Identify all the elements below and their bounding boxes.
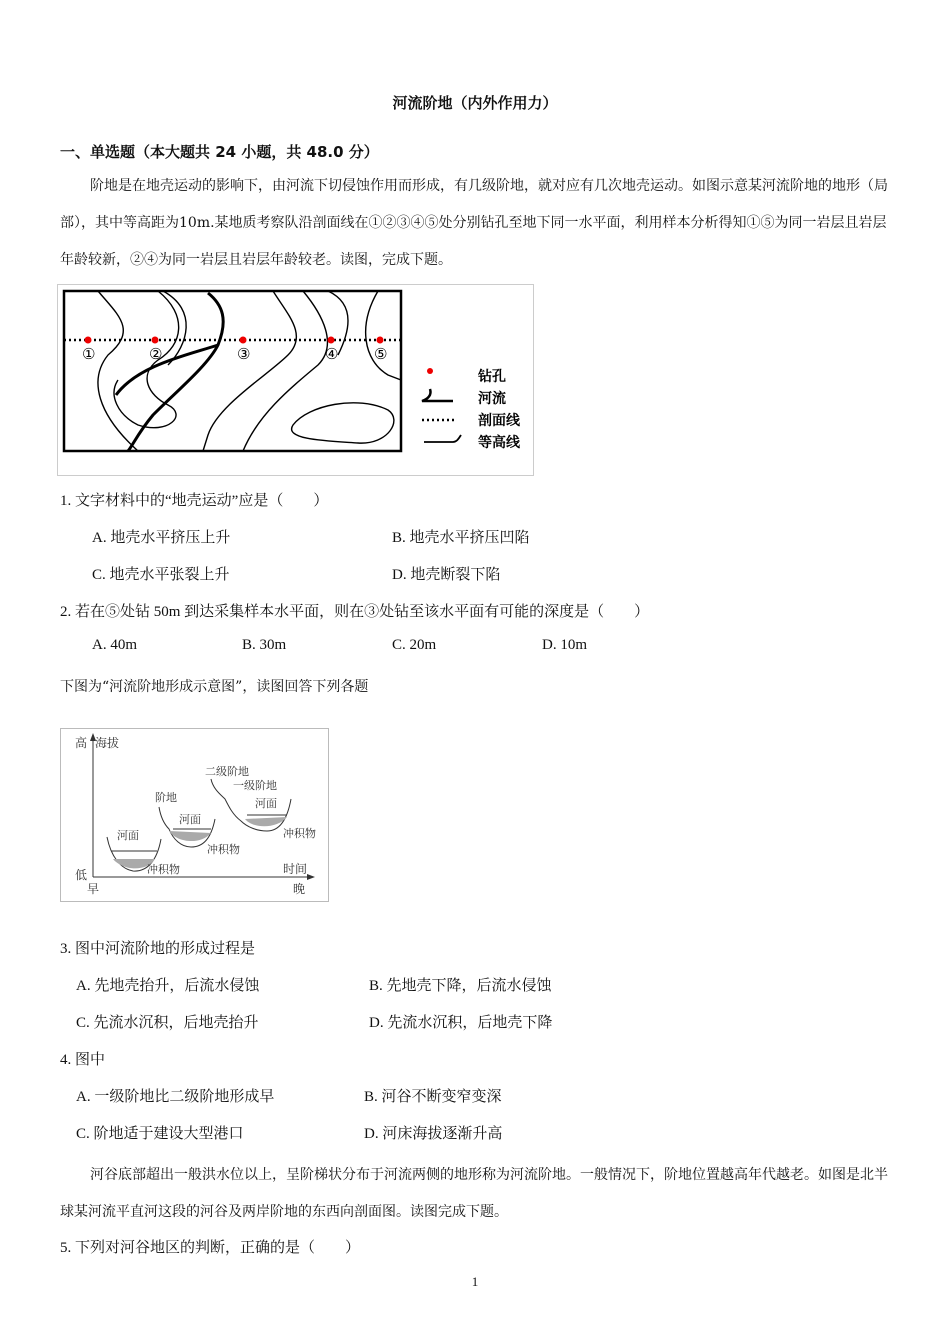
q4-option-b[interactable]: B. 河谷不断变窄变深 [364, 1089, 502, 1105]
contour-line [292, 403, 394, 443]
contour-map-figure [57, 284, 534, 476]
legend-drill-label: 钻孔 [478, 369, 506, 385]
drill-point [85, 337, 92, 344]
point-label-2: ② [149, 345, 163, 363]
q2-stem: 2. 若在⑤处钻 50m 到达采集样本水平面，则在③处钻至该水平面有可能的深度是（ ） [60, 604, 650, 620]
page-number: 1 [471, 1274, 479, 1289]
q1-option-a[interactable]: A. 地壳水平挤压上升 [92, 530, 231, 546]
section-heading: 一、单选题（本大题共 24 小题，共 48.0 分） [60, 143, 379, 161]
map-frame [64, 291, 401, 451]
legend-contour-symbol [424, 435, 461, 442]
q3-option-d[interactable]: D. 先流水沉积，后地壳下降 [369, 1015, 553, 1031]
drill-point [240, 337, 247, 344]
legend-contour-label: 等高线 [478, 435, 520, 451]
q5-stem: 5. 下列对河谷地区的判断，正确的是（ ） [60, 1240, 361, 1256]
page-title: 河流阶地（内外作用力） [392, 94, 558, 112]
valley-1-river-label: 河面 [117, 829, 139, 842]
valley-2-terrace-label: 阶地 [155, 791, 177, 804]
q1-option-b[interactable]: B. 地壳水平挤压凹陷 [392, 530, 530, 546]
q1-stem: 1. 文字材料中的“地壳运动”应是（ ） [60, 493, 329, 509]
legend-river-label: 河流 [478, 391, 506, 407]
first-terrace-label: 一级阶地 [233, 779, 277, 792]
x-early-label: 早 [87, 882, 100, 896]
legend-drill-symbol [427, 368, 433, 374]
q4-option-a[interactable]: A. 一级阶地比二级阶地形成早 [76, 1089, 275, 1105]
x-axis-label: 时间 [283, 862, 308, 876]
valley-1-sediment-label: 冲积物 [147, 863, 180, 876]
q2-option-d[interactable]: D. 10m [542, 637, 587, 653]
contour-line [98, 291, 138, 451]
legend-profile-label: 剖面线 [478, 413, 520, 429]
point-label-4: ④ [325, 345, 339, 363]
q2-option-b[interactable]: B. 30m [242, 637, 287, 653]
point-label-1: ① [82, 345, 96, 363]
valley-3-sediment-label: 冲积物 [283, 827, 316, 840]
passage-3: 河谷底部超出一般洪水位以上，呈阶梯状分布于河流两侧的地形称为河流阶地。一般情况下，阶地位置越高年代越老。如图是北半球某河流平直河这段的河谷及两岸阶地的东西向剖面图。读图完成下题。 [60, 1167, 888, 1220]
q3-stem: 3. 图中河流阶地的形成过程是 [60, 941, 256, 957]
legend-river-symbol [422, 389, 453, 401]
terrace-formation-svg [61, 729, 328, 901]
y-axis-label: 海拔 [95, 736, 120, 750]
q2-option-a[interactable]: A. 40m [92, 637, 137, 653]
valley-3-river-label: 河面 [255, 797, 277, 810]
contour-map-svg [58, 285, 533, 475]
passage-1: 阶地是在地壳运动的影响下，由河流下切侵蚀作用而形成，有几级阶地，就对应有几次地壳运动。如图示意某河流阶地的地形（局部），其中等高距为10m.某地质考察队沿剖面线在①②③④⑤处分别钻孔至地下同一水平面，利用样本分析得知①⑤为同一岩层且岩层年龄较新，②④为同一岩层且岩层年龄较老。读图，完成下题。 [60, 178, 888, 268]
contour-line [243, 291, 327, 451]
drill-point [377, 337, 384, 344]
x-axis-arrow [307, 874, 315, 880]
point-label-3: ③ [237, 345, 251, 363]
q1-option-d[interactable]: D. 地壳断裂下陷 [392, 567, 501, 583]
y-high-label: 高 [75, 736, 88, 750]
intro-2: 下图为“河流阶地形成示意图”，读图回答下列各题 [60, 679, 369, 695]
terrace-formation-figure [60, 728, 329, 902]
valley-2-sediment-label: 冲积物 [207, 843, 240, 856]
q2-option-c[interactable]: C. 20m [392, 637, 437, 653]
y-low-label: 低 [75, 868, 88, 882]
q4-option-d[interactable]: D. 河床海拔逐渐升高 [364, 1126, 503, 1142]
q4-option-c[interactable]: C. 阶地适于建设大型港口 [76, 1126, 244, 1142]
point-label-5: ⑤ [374, 345, 388, 363]
drill-point [328, 337, 335, 344]
q4-stem: 4. 图中 [60, 1052, 106, 1068]
valley-2-river-label: 河面 [179, 813, 201, 826]
x-late-label: 晚 [293, 882, 306, 896]
contour-line [366, 291, 401, 380]
second-terrace-label: 二级阶地 [205, 765, 249, 778]
contour-line [203, 291, 296, 451]
q3-option-a[interactable]: A. 先地壳抬升，后流水侵蚀 [76, 978, 260, 994]
q3-option-b[interactable]: B. 先地壳下降，后流水侵蚀 [369, 978, 552, 994]
drill-point [152, 337, 159, 344]
q1-option-c[interactable]: C. 地壳水平张裂上升 [92, 567, 230, 583]
q3-option-c[interactable]: C. 先流水沉积，后地壳抬升 [76, 1015, 259, 1031]
